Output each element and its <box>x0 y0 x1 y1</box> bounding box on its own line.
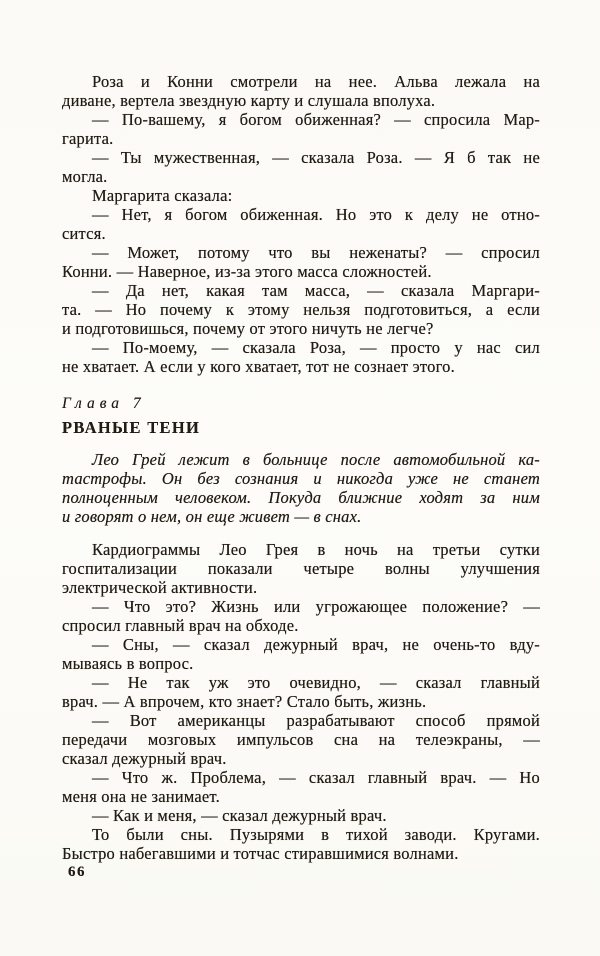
section-dialogue-after <box>62 540 540 863</box>
text-line: Кардиограммы Лео Грея в ночь на третьи сутки <box>92 540 540 559</box>
paragraph <box>62 186 540 205</box>
text-line: госпитализации показали четыре волны улучшения <box>62 559 540 578</box>
text-line: тастрофы. Он без сознания и никогда уже не станет <box>62 469 540 488</box>
text-line: — Нет, я богом обиженная. Но это к делу не отно- <box>92 205 540 224</box>
paragraph <box>62 338 540 376</box>
text-line: — Не так уж это очевидно, — сказал главный <box>92 673 540 692</box>
text-line: Конни. — Наверное, из-за этого масса сложностей. <box>62 262 432 281</box>
text-line: гарита. <box>62 129 114 148</box>
text-line: — Да нет, какая там масса, — сказала Маргари- <box>92 281 540 300</box>
paragraph <box>62 450 540 526</box>
paragraph <box>62 540 540 597</box>
text-block <box>62 72 540 863</box>
text-line: — Сны, — сказал дежурный врач, не очень-то вду- <box>92 635 540 654</box>
text-line: — По-моему, — сказала Роза, — просто у нас сил <box>92 338 540 357</box>
text-line: — Вот американцы разрабатывают способ прямой <box>92 711 540 730</box>
text-line: — Что это? Жизнь или угрожающее положение? — <box>92 597 540 616</box>
text-line: — По-вашему, я богом обиженная? — спросила Мар- <box>92 110 540 129</box>
text-line: диване, вертела звездную карту и слушала вполуха. <box>62 91 436 110</box>
paragraph <box>62 148 540 186</box>
text-line: сится. <box>62 224 106 243</box>
text-line: передачи мозговых импульсов сна на телеэкраны, — <box>62 730 540 749</box>
text-line: спросил главный врач на обходе. <box>62 616 299 635</box>
text-line: та. — Но почему к этому нельзя подготовиться, а если <box>62 300 540 319</box>
text-line: Быстро набегавшими и тотчас стиравшимися волнами. <box>62 844 459 863</box>
paragraph <box>62 711 540 768</box>
paragraph <box>62 110 540 148</box>
section-lead-italic <box>62 450 540 526</box>
text-line: сказал дежурный врач. <box>62 749 227 768</box>
text-line: Роза и Конни смотрели на нее. Альва лежала на <box>92 72 540 91</box>
paragraph <box>62 673 540 711</box>
text-line: полноценным человеком. Покуда ближние ходят за ним <box>62 488 540 507</box>
paragraph <box>62 72 540 110</box>
text-line: Лео Грей лежит в больнице после автомобильной ка- <box>92 450 540 469</box>
paragraph <box>62 768 540 806</box>
text-line: Маргарита сказала: <box>92 186 233 205</box>
text-line: и говорят о нем, он еще живет — в снах. <box>62 507 362 526</box>
text-line: меня она не занимает. <box>62 787 220 806</box>
page-number: 66 <box>68 864 86 880</box>
chapter-heading <box>62 394 540 438</box>
paragraph <box>62 597 540 635</box>
text-line: врач. — А впрочем, кто знает? Стало быть, жизнь. <box>62 692 427 711</box>
text-line: и подготовишься, почему от этого ничуть не легче? <box>62 319 434 338</box>
text-line: не хватает. А если у кого хватает, тот не сознает этого. <box>62 357 455 376</box>
text-line: электрической активности. <box>62 578 258 597</box>
section-dialogue-before <box>62 72 540 376</box>
paragraph <box>62 243 540 281</box>
text-line: — Ты мужественная, — сказала Роза. — Я б так не <box>92 148 540 167</box>
paragraph <box>62 635 540 673</box>
text-line: могла. <box>62 167 108 186</box>
text-line: мываясь в вопрос. <box>62 654 194 673</box>
text-line: То были сны. Пузырями в тихой заводи. Кругами. <box>92 825 540 844</box>
text-line: — Что ж. Проблема, — сказал главный врач. — Но <box>92 768 540 787</box>
text-line: — Может, потому что вы неженаты? — спросил <box>92 243 540 262</box>
paragraph <box>62 806 540 825</box>
paragraph <box>62 825 540 863</box>
paragraph <box>62 281 540 338</box>
chapter-kicker: Глава 7 <box>62 395 146 412</box>
chapter-title: РВАНЫЕ ТЕНИ <box>62 418 201 437</box>
paragraph <box>62 205 540 243</box>
text-line: — Как и меня, — сказал дежурный врач. <box>92 806 387 825</box>
